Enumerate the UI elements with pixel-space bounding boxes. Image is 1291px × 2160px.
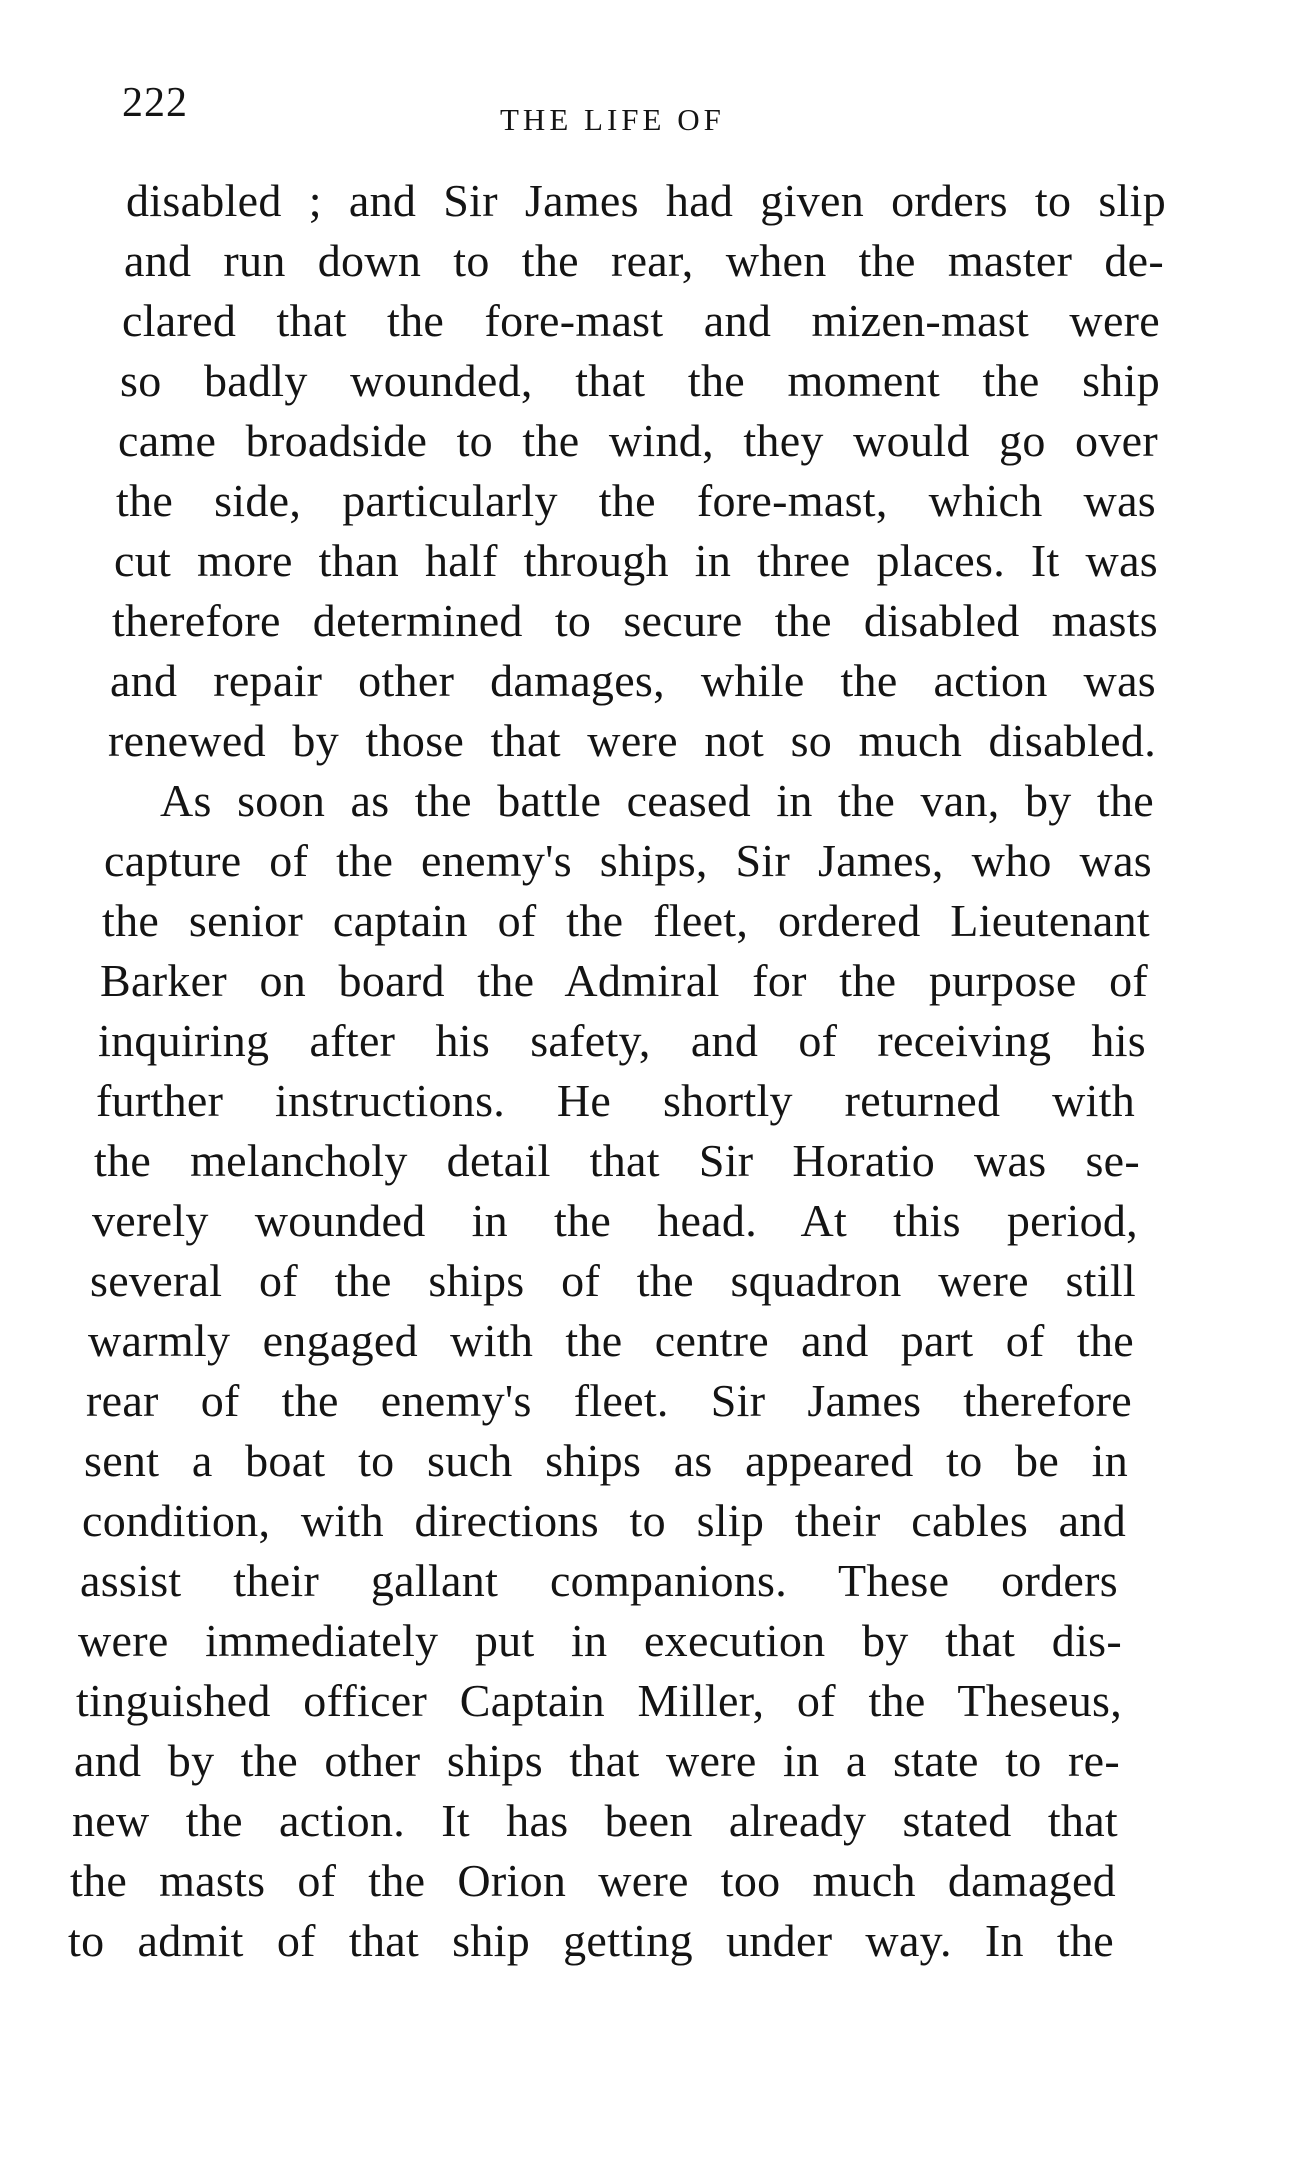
running-head: THE LIFE OF xyxy=(500,102,725,137)
text-line: inquiring after his safety, and of receiving his xyxy=(98,1015,1146,1066)
text-line: tinguished officer Captain Miller, of the Theseus, xyxy=(76,1675,1122,1726)
text-line: came broadside to the wind, they would go over xyxy=(118,415,1158,466)
text-line: disabled ; and Sir James had given orders to slip xyxy=(126,175,1166,226)
text-line: therefore determined to secure the disabled masts xyxy=(112,595,1158,646)
text-line: and by the other ships that were in a state to re- xyxy=(74,1735,1120,1786)
text-line: and run down to the rear, when the master de- xyxy=(124,235,1164,286)
text-line: capture of the enemy's ships, Sir James, who was xyxy=(104,835,1152,886)
text-line: the melancholy detail that Sir Horatio was se- xyxy=(94,1135,1140,1186)
text-line: sent a boat to such ships as appeared to be in xyxy=(84,1435,1128,1486)
text-line: several of the ships of the squadron were still xyxy=(90,1255,1136,1306)
text-line: the masts of the Orion were too much damaged xyxy=(70,1855,1116,1906)
text-line: Barker on board the Admiral for the purpose of xyxy=(100,955,1148,1006)
text-line: and repair other damages, while the action was xyxy=(110,655,1156,706)
text-line: renewed by those that were not so much disabled. xyxy=(108,715,1156,766)
text-line: further instructions. He shortly returned with xyxy=(96,1075,1136,1126)
text-line: the side, particularly the fore-mast, which was xyxy=(116,475,1156,526)
text-line: assist their gallant companions. These orders xyxy=(80,1555,1118,1606)
text-line: As soon as the battle ceased in the van, by the xyxy=(160,775,1154,826)
text-line: so badly wounded, that the moment the ship xyxy=(120,355,1160,406)
text-line: rear of the enemy's fleet. Sir James therefore xyxy=(86,1375,1132,1426)
text-line: new the action. It has been already stated that xyxy=(72,1795,1118,1846)
text-line: clared that the fore-mast and mizen-mast were xyxy=(122,295,1160,346)
text-line: condition, with directions to slip their cables and xyxy=(82,1495,1126,1546)
text-line: verely wounded in the head. At this period, xyxy=(92,1195,1138,1246)
text-line: cut more than half through in three places. It was xyxy=(114,535,1158,586)
text-line: warmly engaged with the centre and part of the xyxy=(88,1315,1134,1366)
page-number: 222 xyxy=(122,80,188,126)
text-line: the senior captain of the fleet, ordered Lieutenant xyxy=(102,895,1150,946)
text-line: were immediately put in execution by that dis- xyxy=(78,1615,1122,1666)
text-line: to admit of that ship getting under way. In the xyxy=(68,1915,1114,1966)
